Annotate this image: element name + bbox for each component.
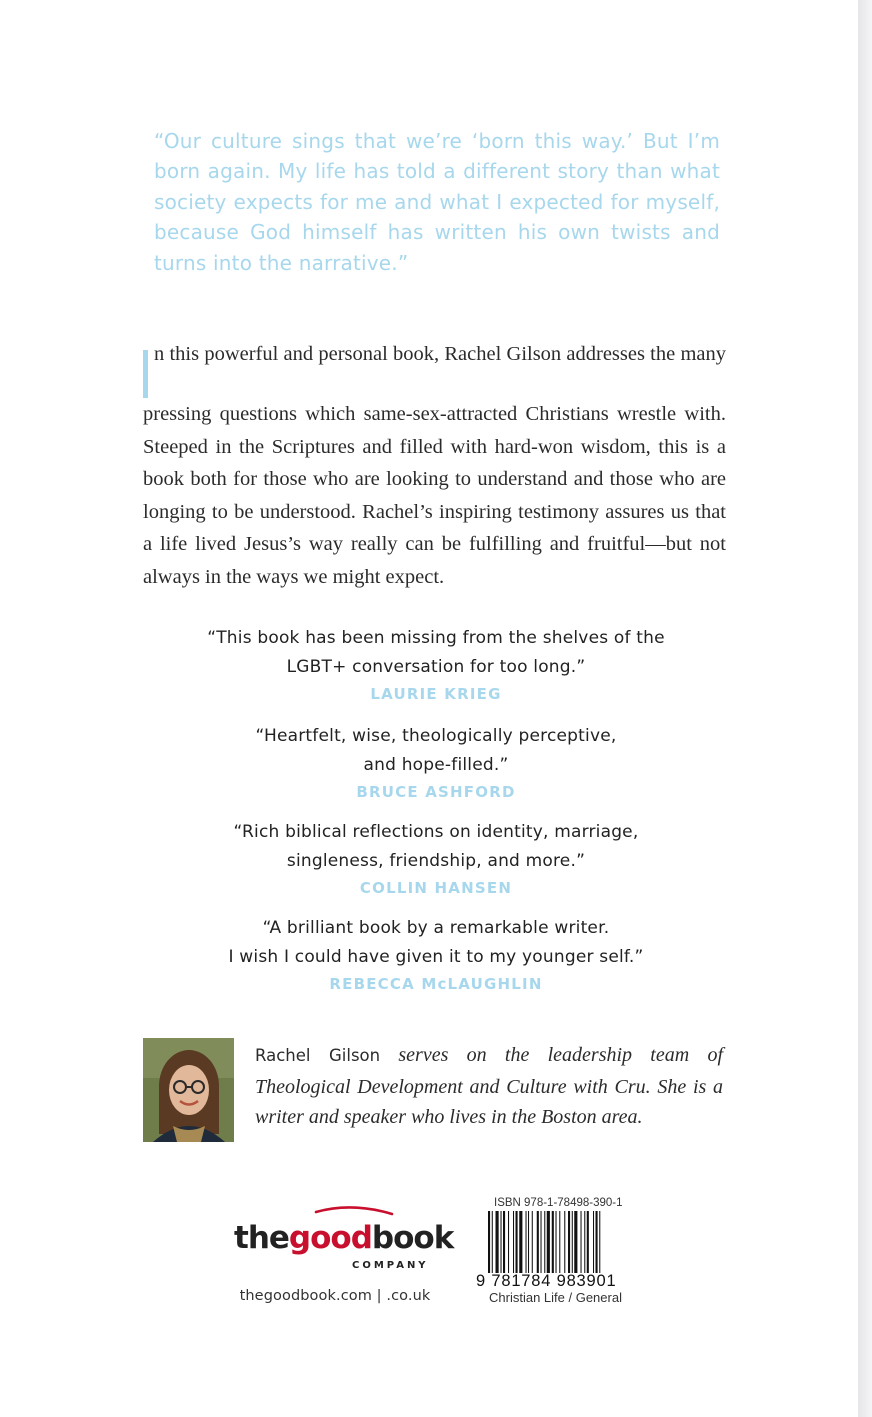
logo-word-book: book [371,1220,454,1256]
barcode-bar [547,1211,550,1273]
barcode-bar [537,1211,539,1273]
barcode-bar [581,1211,582,1273]
barcode-bar [528,1211,529,1273]
barcode-bar [599,1211,600,1273]
endorsement-quote-line: I wish I could have given it to my younger self.” [228,946,644,967]
endorsement-quote-line: “This book has been missing from the shelves of the [207,628,665,648]
barcode-bar [488,1211,490,1273]
barcode-bar [572,1211,573,1273]
isbn-label: ISBN 978-1-78498-390-1 [494,1197,623,1209]
barcode-bar [503,1211,505,1273]
barcode-bar [519,1211,522,1273]
barcode-bar [587,1211,589,1273]
endorsement-quote-line: “A brilliant book by a remarkable writer. [262,918,610,938]
endorsement-3 [143,818,729,901]
author-portrait-illustration [143,1038,234,1142]
barcode-bar [564,1211,565,1273]
page-edge [858,0,872,1417]
barcode-bar [556,1211,557,1273]
endorsement-author: REBECCA McLAUGHLIN [329,975,543,993]
barcode-bar [526,1211,527,1273]
endorsement-quote-line: “Heartfelt, wise, theologically perceptive, [255,726,617,746]
barcode-bar [508,1211,509,1273]
barcode-bar [532,1211,533,1273]
endorsement-4 [143,914,729,997]
barcode-bar [593,1211,594,1273]
author-bio [255,1040,723,1133]
blurb-text: n this powerful and personal book, Rachel Gilson addresses the many pressing questions which same-sex-attracted Christians wrestle with. Steeped in the Scriptures and filled with hard-won wisdom, this is a book both for those who are looking to understand and those who are longing to be understood. Rachel’s inspiring testimony assures us that a life lived Jesus’s way really can be fulfilling and fruitful—but not always in the ways we might expect. [143,343,726,588]
barcode-bar [559,1211,560,1273]
barcode-bar [501,1211,502,1273]
publisher-logo [232,1206,454,1276]
logo-word-the: the [234,1220,289,1256]
endorsement-author: BRUCE ASHFORD [356,783,516,801]
pull-quote: “Our culture sings that we’re ‘born this way.’ But I’m born again. My life has told a different story than what society expects for me and what I expected for myself, because God himself has written his own twists and turns into the narrative.” [154,129,720,275]
logo-word-company: COMPANY [352,1260,429,1271]
endorsement-2 [143,722,729,805]
endorsement-author: LAURIE KRIEG [370,685,502,703]
publisher-logo-mark [232,1206,454,1276]
barcode-digits: 9 781784 983901 [476,1272,617,1290]
barcode-bar [496,1211,499,1273]
publisher-website: thegoodbook.com | .co.uk [239,1288,431,1304]
author-name: Rachel Gilson [255,1046,381,1065]
category-label: Christian Life / General [489,1290,622,1305]
endorsement-quote-line: LGBT+ conversation for too long.” [286,656,586,677]
author-photo [143,1038,234,1142]
barcode-bar [513,1211,514,1273]
endorsement-quote-line: “Rich biblical reflections on identity, marriage, [233,822,639,842]
barcode-bar [596,1211,598,1273]
barcode-bar [584,1211,585,1273]
logo-word-good: good [288,1220,372,1256]
barcode-bar [544,1211,545,1273]
endorsement-1 [143,624,729,707]
barcode-bar [568,1211,570,1273]
author-bio-text: serves on the leadership team of Theological Development and Culture with Cru. She is a writer and speaker who lives in the Boston area. [255,1044,724,1128]
barcode-bar [552,1211,554,1273]
drop-initial-bar [143,350,148,398]
barcode-bar [492,1211,493,1273]
barcode-bar [541,1211,542,1273]
svg-text:thegoodbook [234,1220,456,1256]
endorsement-author: COLLIN HANSEN [359,879,513,897]
book-blurb [143,338,726,594]
endorsement-quote-line: singleness, friendship, and more.” [286,850,586,871]
endorsement-quote-line: and hope-filled.” [363,754,509,775]
barcode-bar [574,1211,577,1273]
barcode-bar [516,1211,518,1273]
